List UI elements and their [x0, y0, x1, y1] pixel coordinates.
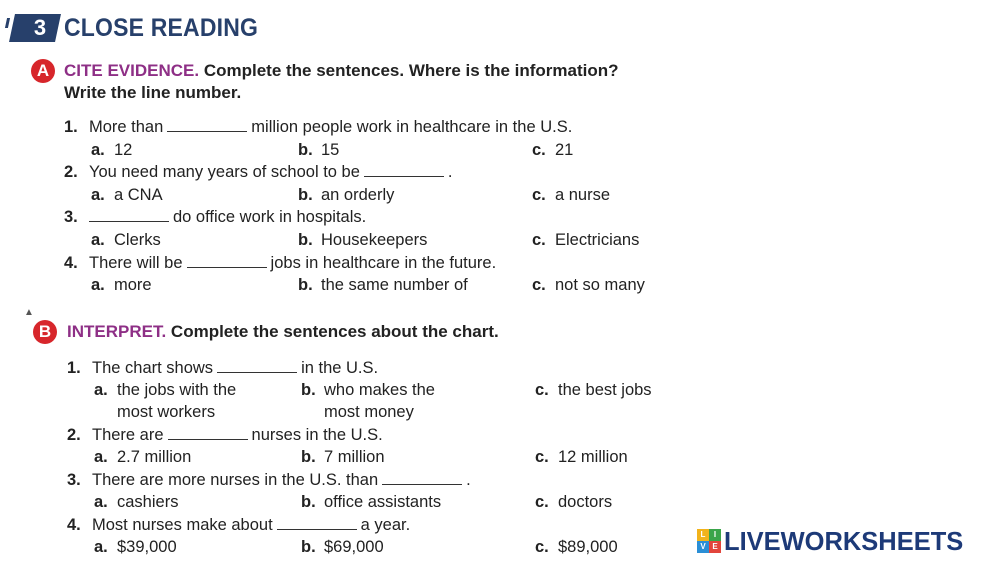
- option-b4-a[interactable]: [94, 536, 177, 558]
- option-text: a CNA: [114, 186, 163, 204]
- option-letter: c.: [535, 538, 549, 556]
- question-text: There are: [92, 426, 164, 444]
- option-text: $39,000: [117, 538, 177, 556]
- question-b2: [67, 424, 383, 446]
- option-letter: a.: [94, 493, 108, 511]
- logo-tile: L: [697, 529, 709, 541]
- logo-tile: E: [709, 541, 721, 553]
- option-letter: a.: [91, 231, 105, 249]
- option-a4-a[interactable]: [91, 274, 152, 296]
- section-a-badge: A: [31, 59, 55, 83]
- logo-tile: I: [709, 529, 721, 541]
- answer-blank[interactable]: [277, 515, 357, 530]
- option-letter: b.: [298, 186, 313, 204]
- option-text: Clerks: [114, 231, 161, 249]
- option-letter: c.: [535, 448, 549, 466]
- option-b1-a-line2[interactable]: most workers: [117, 403, 216, 421]
- question-text: a year.: [360, 516, 411, 534]
- section-b-keyword: INTERPRET.: [67, 322, 167, 341]
- option-a2-c[interactable]: [532, 184, 610, 206]
- section-b-badge: B: [33, 320, 57, 344]
- option-a4-c[interactable]: [532, 274, 645, 296]
- option-a3-b[interactable]: [298, 229, 427, 251]
- option-b2-a[interactable]: [94, 446, 191, 468]
- option-text: the best jobs: [558, 381, 652, 399]
- section-number: 3: [33, 15, 47, 40]
- answer-blank[interactable]: [187, 253, 267, 268]
- option-letter: a.: [94, 381, 108, 399]
- option-letter: c.: [532, 141, 546, 159]
- option-b3-c[interactable]: [535, 491, 612, 513]
- option-letter: a.: [91, 141, 105, 159]
- option-text: more: [114, 276, 152, 294]
- option-text: not so many: [555, 276, 645, 294]
- option-text: an orderly: [321, 186, 395, 204]
- option-text: the jobs with the: [117, 381, 237, 399]
- question-number: 1.: [67, 359, 81, 377]
- option-text: doctors: [558, 493, 613, 511]
- question-text: jobs in healthcare in the future.: [270, 254, 497, 272]
- option-a1-a[interactable]: [91, 139, 132, 161]
- question-number: 3.: [64, 208, 78, 226]
- option-letter: c.: [535, 493, 549, 511]
- answer-blank[interactable]: [217, 358, 297, 373]
- question-text: You need many years of school to be: [89, 163, 360, 181]
- option-b3-b[interactable]: [301, 491, 441, 513]
- question-text: in the U.S.: [301, 359, 379, 377]
- section-a-instruction-line2: Write the line number.: [64, 83, 242, 102]
- option-text: 7 million: [324, 448, 385, 466]
- cursor-icon: ▲: [24, 307, 34, 318]
- question-text: do office work in hospitals.: [173, 208, 367, 226]
- question-number: 2.: [67, 426, 81, 444]
- question-text: nurses in the U.S.: [251, 426, 383, 444]
- question-b3: [67, 469, 471, 491]
- option-text: $89,000: [558, 538, 618, 556]
- section-b-instruction: Complete the sentences about the chart.: [170, 322, 499, 341]
- option-letter: b.: [301, 381, 316, 399]
- option-letter: a.: [94, 448, 108, 466]
- option-text: a nurse: [555, 186, 611, 204]
- option-text: cashiers: [117, 493, 179, 511]
- question-text: million people work in healthcare in the U.S.: [251, 118, 573, 136]
- option-letter: b.: [301, 538, 316, 556]
- option-b1-b-line2[interactable]: most money: [324, 403, 414, 421]
- section-a-keyword: CITE EVIDENCE.: [64, 61, 200, 80]
- option-letter: b.: [298, 276, 313, 294]
- question-text: The chart shows: [92, 359, 214, 377]
- option-letter: a.: [91, 276, 105, 294]
- option-text: 21: [555, 141, 574, 159]
- option-a3-c[interactable]: [532, 229, 639, 251]
- question-b4: [67, 514, 410, 536]
- option-letter: b.: [298, 231, 313, 249]
- option-a3-a[interactable]: [91, 229, 161, 251]
- header-tick-decoration: [5, 18, 10, 28]
- section-a-instruction: Complete the sentences. Where is the information?: [203, 61, 619, 80]
- option-b1-b[interactable]: [301, 379, 435, 401]
- page-title: CLOSE READING: [64, 14, 259, 42]
- option-text: 15: [321, 141, 340, 159]
- option-b2-c[interactable]: [535, 446, 628, 468]
- option-text: who makes the: [324, 381, 435, 399]
- question-text: There are more nurses in the U.S. than: [92, 471, 379, 489]
- question-number: 4.: [67, 516, 81, 534]
- option-text: $69,000: [324, 538, 384, 556]
- question-number: 3.: [67, 471, 81, 489]
- question-a3: [64, 206, 366, 228]
- option-text: 12 million: [558, 448, 628, 466]
- option-letter: b.: [298, 141, 313, 159]
- option-text: the same number of: [321, 276, 468, 294]
- answer-blank[interactable]: [382, 470, 462, 485]
- question-a2: [64, 161, 453, 183]
- option-a1-b[interactable]: [298, 139, 339, 161]
- liveworksheets-logo-icon: [697, 529, 721, 553]
- option-a1-c[interactable]: [532, 139, 573, 161]
- question-number: 4.: [64, 254, 78, 272]
- option-text: office assistants: [324, 493, 442, 511]
- option-letter: c.: [532, 231, 546, 249]
- answer-blank[interactable]: [167, 117, 247, 132]
- question-a1: [64, 116, 572, 138]
- option-text: Electricians: [555, 231, 640, 249]
- liveworksheets-logo-text[interactable]: LIVEWORKSHEETS: [724, 526, 964, 556]
- question-text: There will be: [89, 254, 183, 272]
- option-a2-a[interactable]: [91, 184, 163, 206]
- question-text: .: [447, 163, 453, 181]
- option-text: Housekeepers: [321, 231, 428, 249]
- question-number: 1.: [64, 118, 78, 136]
- option-b2-b[interactable]: [301, 446, 385, 468]
- option-text: 12: [114, 141, 133, 159]
- section-b-heading: [67, 321, 499, 343]
- option-letter: a.: [94, 538, 108, 556]
- option-b4-c[interactable]: [535, 536, 618, 558]
- logo-tile: V: [697, 541, 709, 553]
- section-a-heading: [64, 60, 619, 82]
- answer-blank[interactable]: [89, 207, 169, 222]
- option-b1-a[interactable]: [94, 379, 236, 401]
- option-a4-b[interactable]: [298, 274, 468, 296]
- option-b4-b[interactable]: [301, 536, 384, 558]
- answer-blank[interactable]: [168, 425, 248, 440]
- question-text: .: [466, 471, 471, 489]
- question-text: Most nurses make about: [92, 516, 273, 534]
- option-letter: c.: [532, 186, 546, 204]
- option-text: 2.7 million: [117, 448, 192, 466]
- question-b1: [67, 357, 378, 379]
- question-number: 2.: [64, 163, 78, 181]
- option-letter: c.: [532, 276, 546, 294]
- option-letter: b.: [301, 448, 316, 466]
- option-b3-a[interactable]: [94, 491, 178, 513]
- option-b1-c[interactable]: [535, 379, 652, 401]
- option-letter: c.: [535, 381, 549, 399]
- answer-blank[interactable]: [364, 162, 444, 177]
- question-a4: [64, 252, 496, 274]
- option-letter: b.: [301, 493, 316, 511]
- option-a2-b[interactable]: [298, 184, 394, 206]
- question-text: More than: [89, 118, 164, 136]
- option-letter: a.: [91, 186, 105, 204]
